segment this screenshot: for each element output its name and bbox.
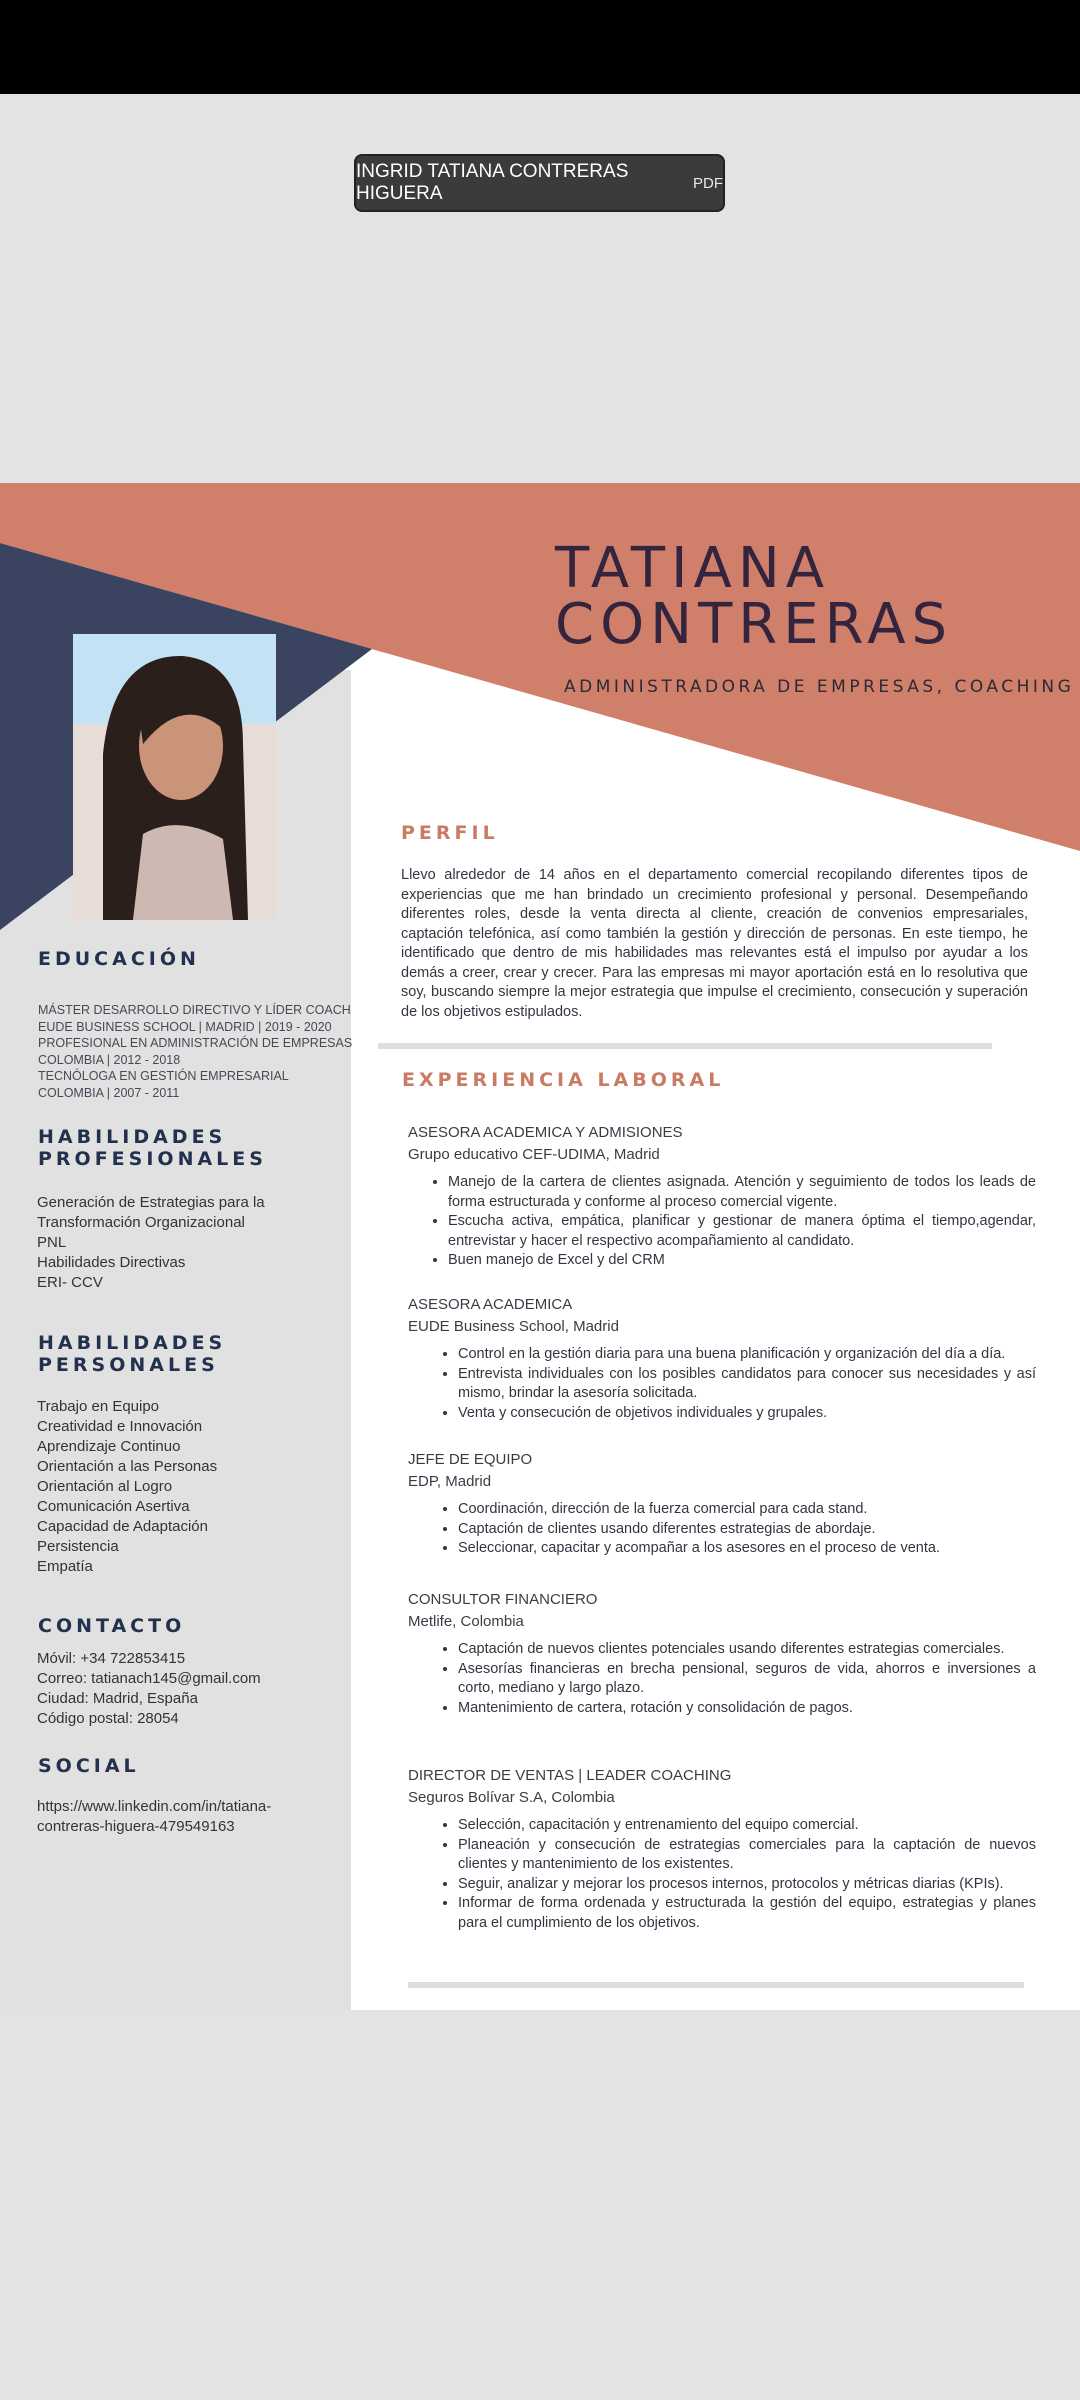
education-line: TECNÓLOGA EN GESTIÓN EMPRESARIAL: [38, 1069, 289, 1083]
list-item: Orientación a las Personas: [37, 1458, 218, 1475]
job-company: Grupo educativo CEF-UDIMA, Madrid: [408, 1146, 660, 1163]
personal-skills-heading: [38, 1332, 226, 1376]
job-role: ASESORA ACADEMICA Y ADMISIONES: [408, 1124, 683, 1141]
job-company: Seguros Bolívar S.A, Colombia: [408, 1789, 615, 1806]
first-name: TATIANA: [555, 536, 831, 601]
professional-skills-heading: [38, 1126, 267, 1170]
job-bullet: • Buen manejo de Excel y del CRM: [448, 1251, 1036, 1271]
job-bullet: • Planeación y consecución de estrategias comerciales para la captación de nuevos clientes y mantenimiento de los existentes.: [458, 1836, 1036, 1875]
education-list: [38, 1002, 352, 1101]
education-heading: EDUCACIÓN: [38, 948, 200, 970]
job-bullet: • Asesorías financieras en brecha pensional, seguros de vida, ahorros e inversiones a corto, mediano y largo plazo.: [458, 1660, 1036, 1699]
job-role: DIRECTOR DE VENTAS | LEADER COACHING: [408, 1767, 732, 1784]
heading-line: PERSONALES: [38, 1354, 219, 1376]
profile-heading: PERFIL: [401, 822, 499, 844]
list-item: Transformación Organizacional: [37, 1214, 245, 1231]
social-link-line[interactable]: contreras-higuera-479549163: [37, 1818, 235, 1835]
education-line: COLOMBIA | 2012 - 2018: [38, 1052, 181, 1067]
job-bullet: • Control en la gestión diaria para una buena planificación y organización del día a día.: [458, 1345, 1036, 1365]
job-bullet: • Coordinación, dirección de la fuerza comercial para cada stand.: [458, 1500, 1036, 1520]
job-bullet: • Seguir, analizar y mejorar los procesos internos, protocolos y métricas diarias (KPIs).: [458, 1875, 1036, 1895]
professional-skills-list: [37, 1193, 265, 1293]
job-bullet: • Entrevista individuales con los posibles candidatos para conocer sus necesidades y así mismo, brindar la asesoría solicitada.: [458, 1365, 1036, 1404]
divider: [378, 1043, 992, 1049]
job-bullet: • Informar de forma ordenada y estructurada la gestión del equipo, estrategias y planes para el cumplimiento de los objetivos.: [458, 1894, 1036, 1933]
file-type-label: PDF: [693, 174, 723, 192]
list-item: Capacidad de Adaptación: [37, 1518, 208, 1535]
job-bullet: • Seleccionar, capacitar y acompañar a los asesores en el proceso de venta.: [458, 1539, 1036, 1559]
job-bullet: • Captación de clientes usando diferentes estrategias de abordaje.: [458, 1520, 1036, 1540]
social-heading: SOCIAL: [38, 1755, 140, 1777]
education-line: PROFESIONAL EN ADMINISTRACIÓN DE EMPRESAS: [38, 1036, 353, 1050]
social-link-line[interactable]: https://www.linkedin.com/in/tatiana-: [37, 1798, 272, 1815]
headline: ADMINISTRADORA DE EMPRESAS, COACHING: [564, 677, 1075, 697]
job-bullet: • Selección, capacitación y entrenamiento del equipo comercial.: [458, 1816, 1036, 1836]
list-item: Generación de Estrategias para la: [37, 1194, 265, 1211]
list-item: PNL: [37, 1234, 67, 1251]
job-role: JEFE DE EQUIPO: [408, 1451, 533, 1468]
personal-skills-list: [37, 1397, 217, 1577]
education-line: COLOMBIA | 2007 - 2011: [38, 1085, 180, 1100]
file-name-label: INGRID TATIANA CONTRERAS HIGUERA: [356, 161, 629, 204]
list-item: Empatía: [37, 1558, 93, 1575]
list-item: Creatividad e Innovación: [37, 1418, 203, 1435]
contact-email: Correo: tatianach145@gmail.com: [37, 1670, 261, 1687]
status-bar: [0, 0, 1080, 94]
list-item: ERI- CCV: [37, 1274, 103, 1291]
job-company: EDP, Madrid: [408, 1473, 492, 1490]
contact-phone: Móvil: +34 722853415: [37, 1650, 186, 1667]
list-item: Orientación al Logro: [37, 1478, 173, 1495]
job-role: CONSULTOR FINANCIERO: [408, 1591, 598, 1608]
heading-line: PROFESIONALES: [38, 1148, 267, 1170]
list-item: Persistencia: [37, 1538, 119, 1555]
contact-heading: CONTACTO: [38, 1615, 186, 1637]
contact-list: [37, 1649, 261, 1729]
cv-page: [0, 483, 1080, 2010]
last-name: CONTRERAS: [555, 592, 954, 657]
job-role: ASESORA ACADEMICA: [408, 1296, 573, 1313]
heading-line: HABILIDADES: [38, 1332, 227, 1354]
job-bullet: • Manejo de la cartera de clientes asignada. Atención y seguimiento de todos los leads de forma estructurada y conforme al proceso comercial vigente.: [448, 1173, 1036, 1212]
experience-heading: EXPERIENCIA LABORAL: [402, 1069, 725, 1091]
job-bullet: • Mantenimiento de cartera, rotación y consolidación de pagos.: [458, 1699, 1036, 1719]
list-item: Comunicación Asertiva: [37, 1498, 190, 1515]
job-bullet: • Captación de nuevos clientes potenciales usando diferentes estrategias comerciales.: [458, 1640, 1036, 1660]
contact-postal-code: Código postal: 28054: [37, 1710, 179, 1727]
job-entry: [408, 1590, 1036, 1718]
job-entry: [408, 1450, 1036, 1559]
list-item: Trabajo en Equipo: [37, 1398, 160, 1415]
job-company: Metlife, Colombia: [408, 1613, 524, 1630]
job-entry: [408, 1295, 1036, 1423]
social-link[interactable]: [37, 1797, 271, 1837]
list-item: Habilidades Directivas: [37, 1254, 186, 1271]
job-entry: [408, 1766, 1036, 1933]
education-line: EUDE BUSINESS SCHOOL | MADRID | 2019 - 2020: [38, 1019, 332, 1034]
education-line: MÁSTER DESARROLLO DIRECTIVO Y LÍDER COACH: [38, 1003, 351, 1017]
heading-line: HABILIDADES: [38, 1126, 227, 1148]
profile-photo: [73, 634, 276, 920]
cv-name: [555, 536, 954, 657]
job-bullet: • Escucha activa, empática, planificar y gestionar de manera óptima el tiempo,agendar, entrevistar y hacer el respectivo acompañamiento al candidato.: [448, 1212, 1036, 1251]
divider: [408, 1982, 1024, 1988]
contact-city: Ciudad: Madrid, España: [37, 1690, 198, 1707]
profile-text: Llevo alrededor de 14 años en el departamento comercial recopilando diferentes tipos de experiencias que me han brindado un crecimiento profesional y personal. Desempeñando diferentes roles, desde la venta directa al cliente, creación de convenios empresariales, captación telefónica, así como también la gestión y dirección de personas. En este tiempo, he identificado que dentro de mis habilidades mas relevantes está el impulso por ayudar a los demás a creer, crear y crecer. Para las empresas mi mayor aportación está en lo resolutiva que soy, buscando siempre la mejor estrategia que impulse el crecimiento, consecución y superación de los objetivos estipulados.: [401, 867, 1028, 1020]
file-name-chip[interactable]: [354, 154, 725, 212]
list-item: Aprendizaje Continuo: [37, 1438, 181, 1455]
job-bullet: • Venta y consecución de objetivos individuales y grupales.: [458, 1404, 1036, 1424]
job-company: EUDE Business School, Madrid: [408, 1318, 619, 1335]
job-entry: [408, 1123, 1036, 1271]
